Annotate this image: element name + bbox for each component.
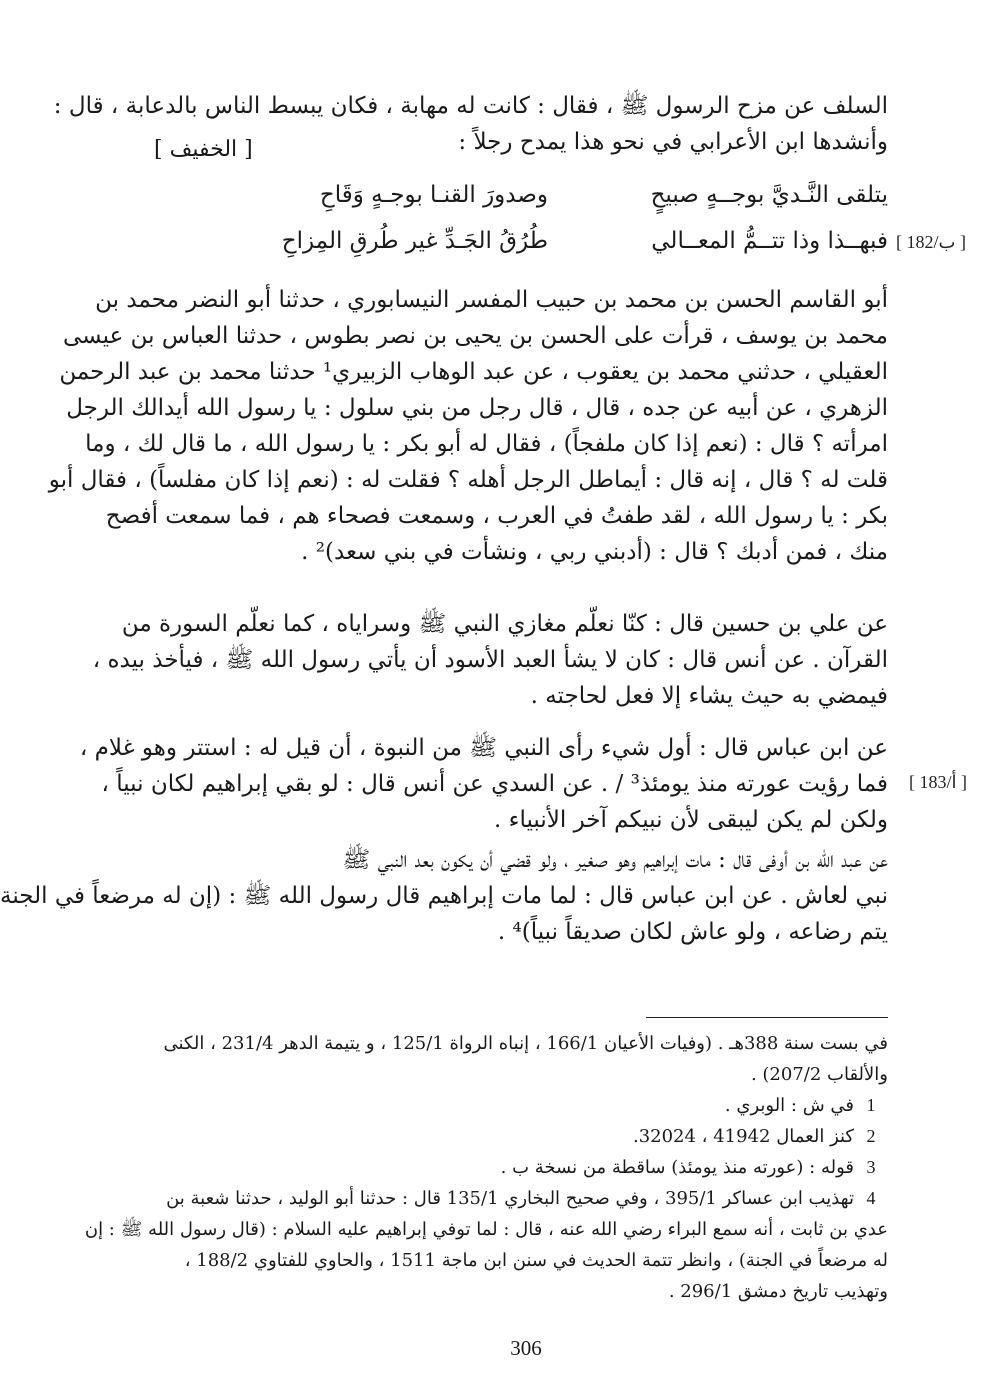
- text-line: فما رؤيت عورته منذ يومئذ³ / . عن السدي عن أنس قال : لو بقي إبراهيم لكان نبياً ،: [101, 771, 888, 797]
- footnote-1: [153, 1090, 888, 1121]
- footnote-text: وتهذيب تاريخ دمشق 296/1 .: [668, 1281, 888, 1302]
- poetic-meter-label: [ الخفيف ]: [154, 137, 253, 162]
- footnote-text: قوله : (عورته منذ يومئذ) ساقطة من نسخة ب .: [500, 1157, 854, 1178]
- footnote-text: تهذيب ابن عساكر 395/1 ، وفي صحيح البخاري 135/1 قال : حدثنا أبو الوليد ، حدثنا شعبة بن: [166, 1188, 854, 1209]
- text-line: عن عبد الله بن أوفى قال : مات إبراهيم وهو صغير ، ولو قضي أن يكون بعد النبي ﷺ: [342, 847, 888, 873]
- poem-verses: [248, 182, 888, 274]
- text-line: قلت له ؟ قال ، إنه قال : أيماطل الرجل أهله ؟ فقلت له : (نعم إذا كان مفلساً) ، فقال أبو: [48, 467, 888, 493]
- verse-first-hemistich: يتلقى النَّـديَّ بوجــهٍ صبيحٍ: [650, 182, 888, 208]
- footnote-number: 4: [866, 1188, 876, 1208]
- footnote-text: له مرضعاً في الجنة) ، وانظر تتمة الحديث في سنن ابن ماجة 1511 ، والحاوي للفتاوي 188/2 ،: [184, 1250, 888, 1271]
- footnote-number: 1: [866, 1095, 876, 1115]
- footnote-4: [153, 1183, 888, 1214]
- footnote-text: كنز العمال 41942 ، 32024.: [632, 1126, 854, 1147]
- footnote-3: [153, 1152, 888, 1183]
- verse-second-hemistich: طُرُقُ الجَـدِّ غير طُرقِ المِزاحِ: [281, 228, 548, 254]
- text-line: منك ، فمن أدبك ؟ قال : (أدبني ربي ، ونشأت في بني سعد)² .: [301, 539, 888, 565]
- verse-first-hemistich: فبهــذا وذا تتــمُّ المعــالي: [651, 228, 888, 254]
- footnote-text: في ش : الوبري .: [724, 1095, 854, 1116]
- text-line: بكر : يا رسول الله ، لقد طفتُ في العرب ، وسمعت فصحاء هم ، فما سمعت أفصح: [105, 503, 888, 529]
- text-line: أبو القاسم الحسن بن محمد بن حبيب المفسر النيسابوري ، حدثنا أبو النضر محمد بن: [95, 287, 888, 313]
- opening-lines: [53, 88, 888, 160]
- footnote-continuation: في بست سنة 388هـ . (وفيات الأعيان 166/1 ، إنباه الرواة 125/1 ، و يتيمة الدهر 231/4 ، الكنى: [163, 1033, 888, 1054]
- footnote-number: 2: [866, 1126, 876, 1146]
- footnotes: [84, 1028, 888, 1307]
- paragraph-maghazi: [92, 606, 888, 714]
- text-line: ولكن لم يكن ليبقى لأن نبيكم آخر الأنبياء .: [494, 807, 888, 833]
- footnote-separator: [646, 1017, 888, 1018]
- text-line: يتم رضاعه ، ولو عاش لكان صديقاً نبياً)⁴ .: [497, 919, 888, 945]
- footnote-2: [153, 1121, 888, 1152]
- text-line: الزهري ، عن أبيه عن جده ، قال ، قال رجل من بني سلول : يا رسول الله أيدالك الرجل: [66, 395, 888, 421]
- verse-row: [248, 228, 888, 274]
- manuscript-folio-marker: [ 182/ب ]: [896, 232, 966, 252]
- text-line: وأنشدها ابن الأعرابي في نحو هذا يمدح رجلاً :: [458, 129, 888, 155]
- text-line: عن علي بن حسين قال : كنّا نعلّم مغازي النبي ﷺ وسراياه ، كما نعلّم السورة من: [121, 611, 888, 637]
- text-line: امرأته ؟ قال : (نعم إذا كان ملفجاً) ، فقال له أبو بكر : يا رسول الله ، ما قال لك ، وما: [85, 431, 888, 457]
- verse-second-hemistich: وصدورَ القنـا بوجـهٍ وَقَاحِ: [319, 182, 548, 208]
- footnote-number: 3: [866, 1157, 876, 1177]
- paragraph-isnad: [48, 282, 888, 570]
- text-line: فيمضي به حيث يشاء إلا فعل لحاجته .: [530, 683, 888, 709]
- footnote-continuation: والألقاب 207/2) .: [750, 1064, 888, 1085]
- footnote-text: عدي بن ثابت ، أنه سمع البراء رضي الله عنه ، قال : لما توفي إبراهيم عليه السلام : (قال رسول الله ﷺ : إن: [84, 1219, 888, 1240]
- paragraph-prophethood: [79, 730, 888, 838]
- text-line: القرآن . عن أنس قال : كان لا يشأ العبد الأسود أن يأتي رسول الله ﷺ ، فيأخذ بيده ،: [92, 647, 888, 673]
- manuscript-folio-marker: [ 183/أ ]: [909, 772, 968, 792]
- page-number: 306: [510, 1336, 542, 1360]
- verse-row: [248, 182, 888, 228]
- text-line: نبي لعاش . عن ابن عباس قال : لما مات إبراهيم قال رسول الله ﷺ : (إن له مرضعاً في الجنة: [0, 883, 888, 909]
- text-line: محمد بن يوسف ، قرأت على الحسن بن يحيى بن نصر بطوس ، حدثنا العباس بن عيسى: [62, 323, 888, 349]
- text-line: السلف عن مزح الرسول ﷺ ، فقال : كانت له مهابة ، فكان يبسط الناس بالدعابة ، قال :: [53, 93, 888, 119]
- text-line: العقيلي ، حدثني محمد بن يعقوب ، عن عبد الوهاب الزبيري¹ حدثنا محمد بن عبد الرحمن: [59, 359, 888, 385]
- text-line: عن ابن عباس قال : أول شيء رأى النبي ﷺ من النبوة ، أن قيل له : استتر وهو غلام ،: [79, 735, 888, 761]
- paragraph-ibrahim: [0, 842, 888, 950]
